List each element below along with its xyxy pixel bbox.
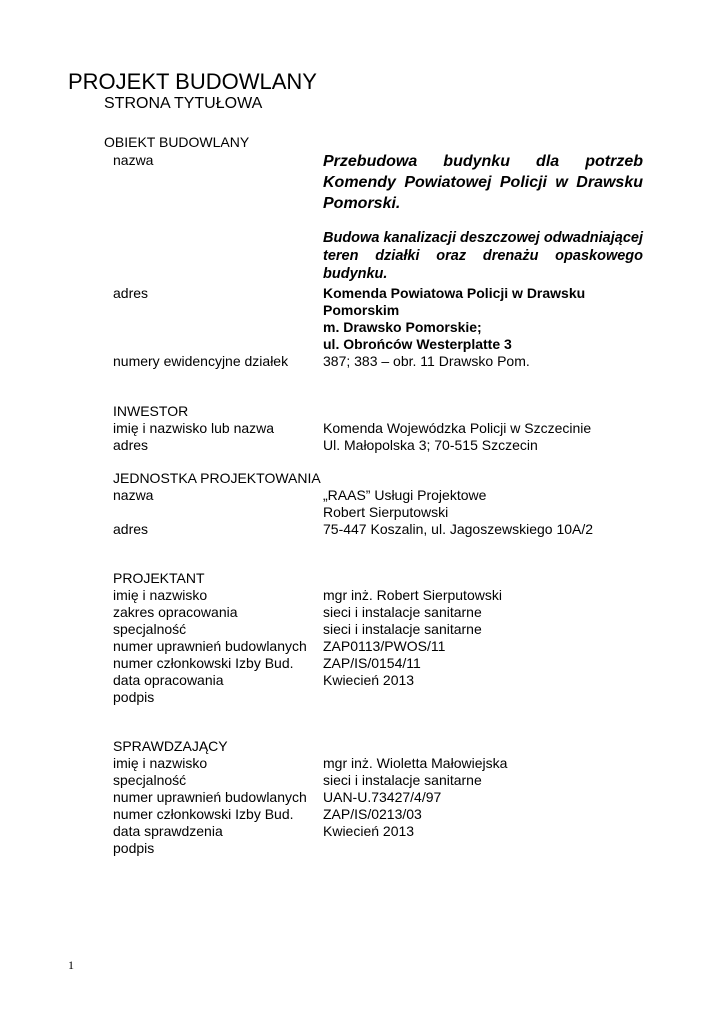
jednostka-adres-label: adres bbox=[113, 521, 149, 537]
jednostka-nazwa-line-2: Robert Sierputowski bbox=[323, 504, 449, 520]
inwestor-adres-value: Ul. Małopolska 3; 70-515 Szczecin bbox=[323, 437, 538, 453]
sprawdzajacy-value-5: Kwiecień 2013 bbox=[323, 823, 415, 839]
projektant-value-6: Kwiecień 2013 bbox=[323, 672, 415, 688]
projektant-value-2: sieci i instalacje sanitarne bbox=[323, 604, 482, 620]
obiekt-adres-line-4: ul. Obrońców Westerplatte 3 bbox=[323, 336, 512, 352]
jednostka-adres-value: 75-447 Koszalin, ul. Jagoszewskiego 10A/2 bbox=[323, 521, 594, 537]
projektant-value-3: sieci i instalacje sanitarne bbox=[323, 621, 482, 637]
projektant-value-4: ZAP0113/PWOS/11 bbox=[323, 638, 446, 654]
sprawdzajacy-label-4: numer członkowski Izby Bud. bbox=[113, 806, 294, 822]
jednostka-heading: JEDNOSTKA PROJEKTOWANIA bbox=[113, 470, 321, 486]
projektant-label-6: data opracowania bbox=[113, 672, 224, 688]
inwestor-name-value: Komenda Wojewódzka Policji w Szczecinie bbox=[323, 420, 592, 436]
obiekt-dzialki-value: 387; 383 – obr. 11 Drawsko Pom. bbox=[323, 353, 530, 369]
obiekt-adres-line-2: Pomorskim bbox=[323, 302, 400, 318]
sprawdzajacy-label-3: numer uprawnień budowlanych bbox=[113, 789, 307, 805]
sprawdzajacy-label-1: imię i nazwisko bbox=[113, 755, 208, 771]
sprawdzajacy-value-2: sieci i instalacje sanitarne bbox=[323, 772, 482, 788]
projektant-heading: PROJEKTANT bbox=[113, 570, 205, 586]
obiekt-nazwa-label: nazwa bbox=[113, 152, 154, 168]
obiekt-nazwa-value-2: Budowa kanalizacji deszczowej odwadniającej teren działki oraz drenażu opaskowego budynku. bbox=[323, 230, 643, 282]
document-subtitle: STRONA TYTUŁOWA bbox=[104, 95, 263, 112]
projektant-value-5: ZAP/IS/0154/11 bbox=[323, 655, 421, 671]
projektant-label-4: numer uprawnień budowlanych bbox=[113, 638, 307, 654]
obiekt-adres-line-3: m. Drawsko Pomorskie; bbox=[323, 319, 482, 335]
sprawdzajacy-value-4: ZAP/IS/0213/03 bbox=[323, 806, 422, 822]
sprawdzajacy-value-1: mgr inż. Wioletta Małowiejska bbox=[323, 755, 508, 771]
sprawdzajacy-label-2: specjalność bbox=[113, 772, 187, 788]
jednostka-nazwa-line-1: „RAAS” Usługi Projektowe bbox=[323, 487, 487, 503]
page-number: 1 bbox=[68, 958, 74, 972]
inwestor-adres-label: adres bbox=[113, 437, 149, 453]
projektant-value-1: mgr inż. Robert Sierputowski bbox=[323, 587, 502, 603]
projektant-label-1: imię i nazwisko bbox=[113, 587, 208, 603]
obiekt-heading: OBIEKT BUDOWLANY bbox=[104, 134, 250, 150]
document-title: PROJEKT BUDOWLANY bbox=[68, 69, 317, 94]
sprawdzajacy-label-6: podpis bbox=[113, 840, 155, 856]
obiekt-dzialki-label: numery ewidencyjne działek bbox=[113, 353, 289, 369]
sprawdzajacy-heading: SPRAWDZAJĄCY bbox=[113, 738, 228, 754]
projektant-label-5: numer członkowski Izby Bud. bbox=[113, 655, 294, 671]
inwestor-heading: INWESTOR bbox=[113, 403, 189, 419]
sprawdzajacy-value-3: UAN-U.73427/4/97 bbox=[323, 789, 442, 805]
obiekt-adres-line-1: Komenda Powiatowa Policji w Drawsku bbox=[323, 285, 586, 301]
obiekt-adres-label: adres bbox=[113, 285, 149, 301]
inwestor-name-label: imię i nazwisko lub nazwa bbox=[113, 420, 275, 436]
obiekt-nazwa-value: Przebudowa budynku dla potrzeb Komendy Powiatowej Policji w Drawsku Pomorski. bbox=[323, 153, 643, 212]
jednostka-nazwa-label: nazwa bbox=[113, 487, 154, 503]
projektant-label-7: podpis bbox=[113, 689, 155, 705]
projektant-label-3: specjalność bbox=[113, 621, 187, 637]
projektant-label-2: zakres opracowania bbox=[113, 604, 238, 620]
sprawdzajacy-label-5: data sprawdzenia bbox=[113, 823, 223, 839]
